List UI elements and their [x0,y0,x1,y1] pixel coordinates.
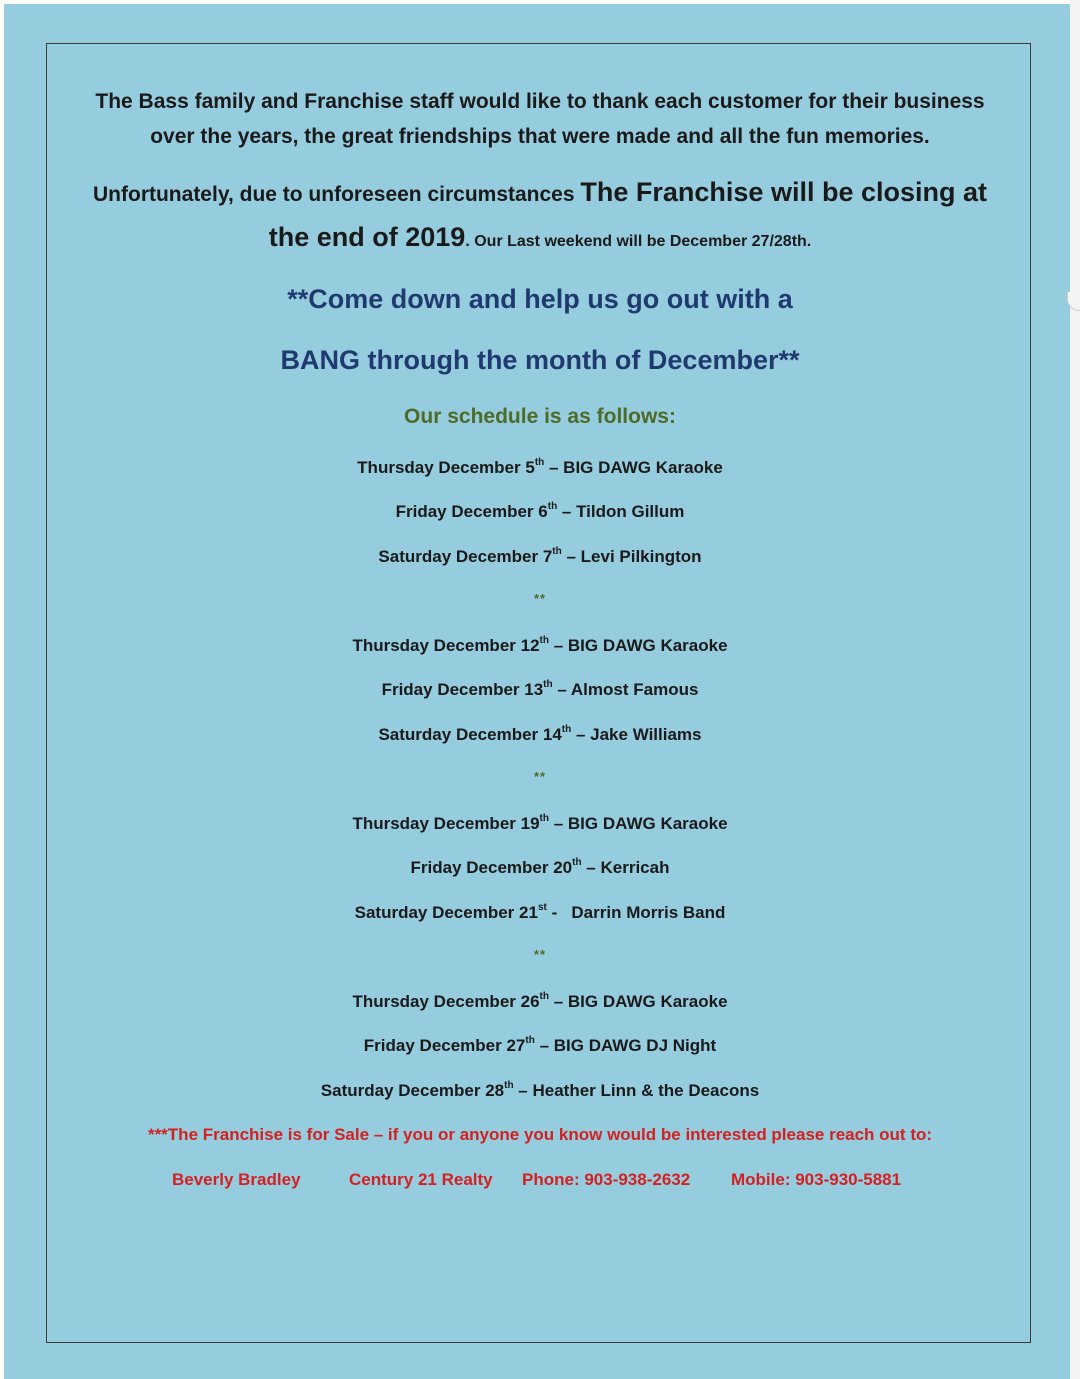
schedule-event: Friday December 20th – Kerricah [410,857,670,877]
contact-phone: Phone: 903-938-2632 [522,1170,691,1189]
schedule-event: Saturday December 21st - Darrin Morris Band [354,902,726,922]
schedule-event: Saturday December 28th – Heather Linn & the Deacons [320,1080,760,1100]
closing-announcement-line-2 [0,222,1080,253]
schedule-event: Friday December 27th – BIG DAWG DJ Night [363,1035,717,1055]
schedule-event: Thursday December 26th – BIG DAWG Karaoke [352,991,728,1011]
call-to-action-line-1: **Come down and help us go out with a [287,284,793,314]
intro-line-2: over the years, the great friendships that were made and all the fun memories. [150,125,930,148]
schedule-event: Saturday December 7th – Levi Pilkington [378,546,702,566]
closing-date: the end of 2019 [268,222,466,252]
week-separator: ** [533,591,547,606]
schedule-event: Saturday December 14th – Jake Williams [378,724,702,744]
schedule-event: Thursday December 5th – BIG DAWG Karaoke [357,457,723,477]
schedule-title: Our schedule is as follows: [404,405,676,428]
week-separator: ** [533,769,547,784]
contact-company: Century 21 Realty [349,1170,493,1189]
contact-name: Beverly Bradley [172,1170,301,1189]
closing-announcement-line-1 [0,177,1080,208]
schedule-event: Friday December 13th – Almost Famous [381,679,699,699]
week-separator: ** [533,947,547,962]
contact-mobile: Mobile: 903-930-5881 [731,1170,902,1189]
for-sale-notice: ***The Franchise is for Sale – if you or anyone you know would be interested please reach out to: [147,1125,933,1144]
call-to-action-line-2: BANG through the month of December** [280,345,800,375]
closing-headline: The Franchise will be closing at [580,177,987,207]
last-weekend-note: . Our Last weekend will be December 27/28th. [465,233,812,250]
schedule-event: Thursday December 19th – BIG DAWG Karaoke [352,813,728,833]
closing-lead: Unfortunately, due to unforeseen circumstances [93,183,581,206]
schedule-event: Thursday December 12th – BIG DAWG Karaoke [352,635,728,655]
intro-line-1: The Bass family and Franchise staff would like to thank each customer for their business [95,90,985,113]
schedule-event: Friday December 6th – Tildon Gillum [395,501,685,521]
